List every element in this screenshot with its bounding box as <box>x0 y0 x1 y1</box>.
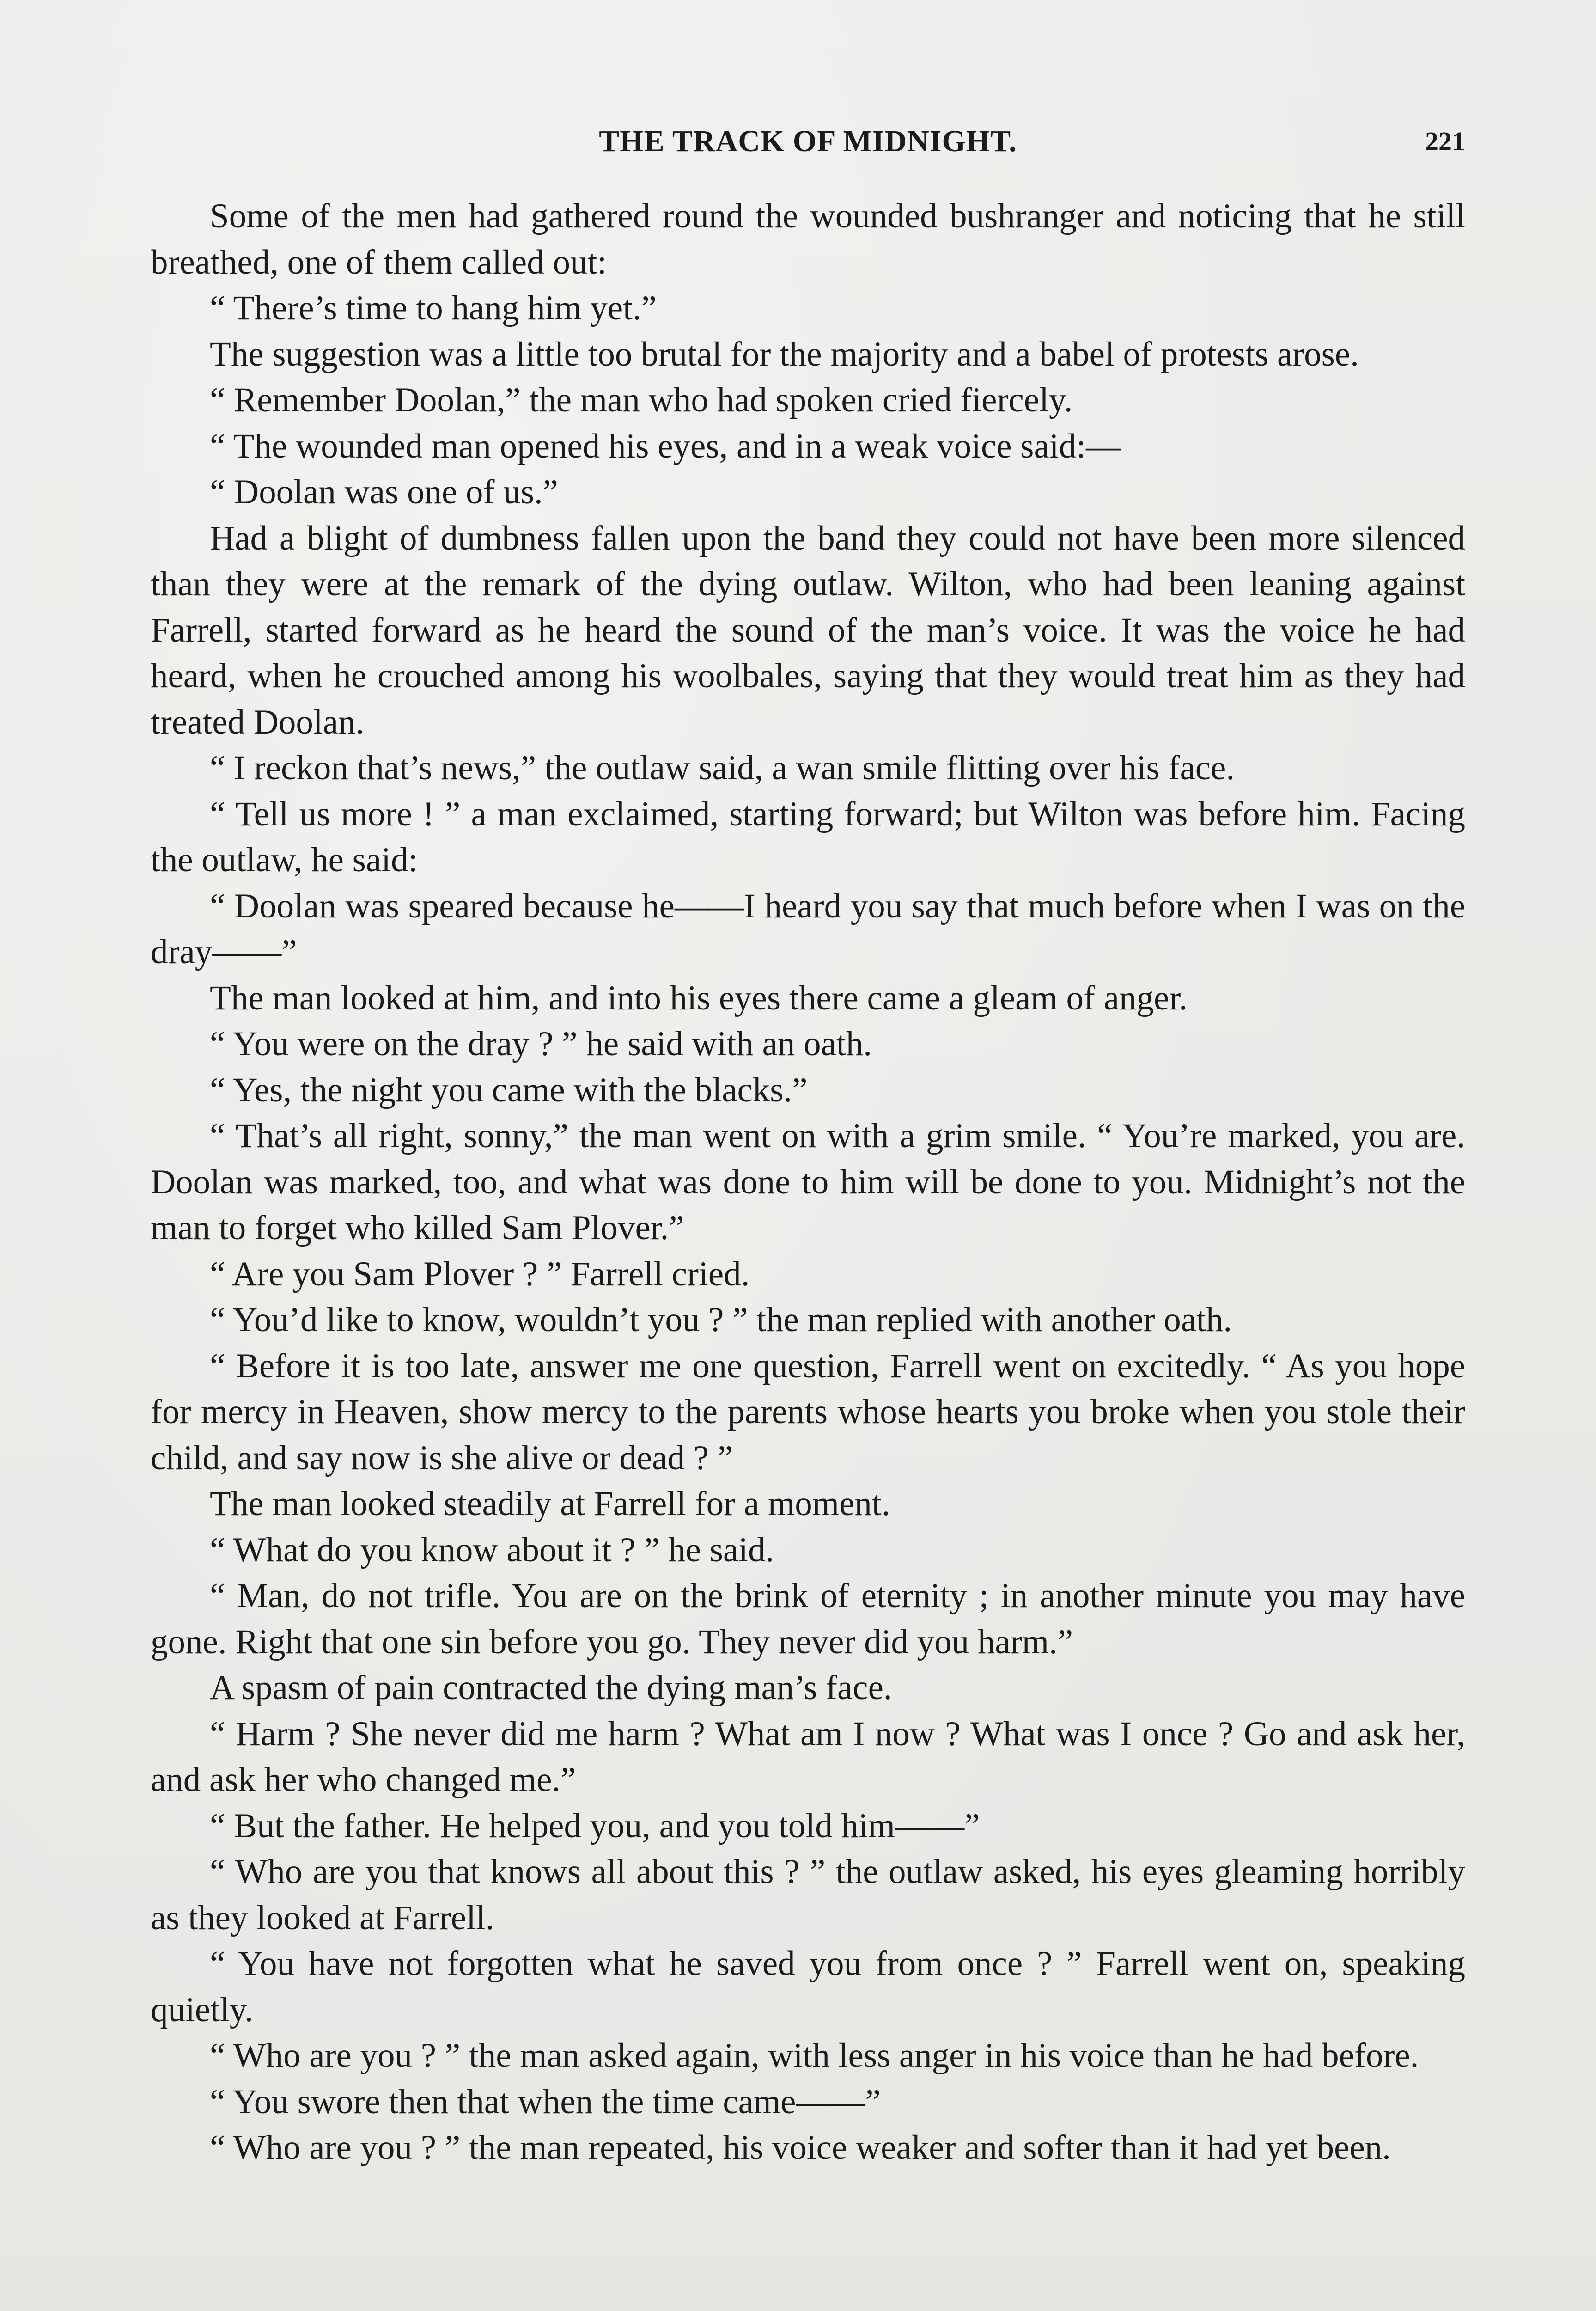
paragraph: “ The wounded man opened his eyes, and in a weak voice said:— <box>210 427 1121 465</box>
paragraph: “ That’s all right, sonny,” the man went on with a grim smile. “ You’re marked, you are. Doolan was marked, too, and what was done to him will be done to you. Midnight’s not the man to forget who killed Sam Plover.” <box>151 1117 1465 1247</box>
paragraph: “ You were on the dray ? ” he said with an oath. <box>210 1025 872 1063</box>
paragraph: “ Before it is too late, answer me one question, Farrell went on excitedly. “ As you hope for mercy in Heaven, show mercy to the parents whose hearts you broke when you stole their child, and say now is she alive or dead ? ” <box>151 1346 1465 1477</box>
paragraph: “ There’s time to hang him yet.” <box>210 289 657 327</box>
paragraph: “ Doolan was one of us.” <box>210 473 558 511</box>
paragraph: “ Man, do not trifle. You are on the brink of eternity ; in another minute you may have gone. Right that one sin before you go. They never did you harm.” <box>151 1577 1465 1661</box>
running-title: THE TRACK OF MIDNIGHT. <box>599 124 1017 158</box>
body-text <box>151 193 1465 2171</box>
paragraph: “ Yes, the night you came with the blacks.” <box>210 1070 808 1109</box>
paragraph: “ You swore then that when the time came——” <box>210 2082 881 2121</box>
paragraph: “ Who are you ? ” the man asked again, with less anger in his voice than he had before. <box>210 2036 1419 2075</box>
paragraph: Had a blight of dumbness fallen upon the band they could not have been more silenced than they were at the remark of the dying outlaw. Wilton, who had been leaning against Farrell, started forward as he heard the sound of the man’s voice. It was the voice he had heard, when he crouched among his woolbales, saying that they would treat him as they had treated Doolan. <box>151 519 1465 741</box>
paragraph: A spasm of pain contracted the dying man’s face. <box>210 1669 892 1707</box>
paragraph: “ Are you Sam Plover ? ” Farrell cried. <box>210 1254 750 1293</box>
paragraph: Some of the men had gathered round the wounded bushranger and noticing that he still breathed, one of them called out: <box>151 197 1465 281</box>
paragraph: “ I reckon that’s news,” the outlaw said, a wan smile flitting over his face. <box>210 749 1235 787</box>
paragraph: The man looked at him, and into his eyes there came a gleam of anger. <box>210 978 1188 1017</box>
paragraph: “ Doolan was speared because he——I heard you say that much before when I was on the dray——” <box>151 886 1465 971</box>
paragraph: The suggestion was a little too brutal for the majority and a babel of protests arose. <box>210 335 1359 373</box>
paragraph: “ What do you know about it ? ” he said. <box>210 1530 774 1569</box>
paragraph: “ You have not forgotten what he saved you from once ? ” Farrell went on, speaking quietly. <box>151 1944 1465 2029</box>
paragraph: “ Tell us more ! ” a man exclaimed, starting forward; but Wilton was before him. Facing the outlaw, he said: <box>151 795 1465 879</box>
page-header <box>151 124 1465 165</box>
paragraph: “ You’d like to know, wouldn’t you ? ” the man replied with another oath. <box>210 1301 1232 1339</box>
paragraph: “ Harm ? She never did me harm ? What am I now ? What was I once ? Go and ask her, and ask her who changed me.” <box>151 1714 1465 1799</box>
paragraph: The man looked steadily at Farrell for a moment. <box>210 1485 890 1523</box>
paragraph: “ But the father. He helped you, and you told him——” <box>210 1806 980 1845</box>
paragraph: “ Who are you that knows all about this ? ” the outlaw asked, his eyes gleaming horribly as they looked at Farrell. <box>151 1852 1465 1937</box>
page-number: 221 <box>1425 126 1465 156</box>
paragraph: “ Who are you ? ” the man repeated, his voice weaker and softer than it had yet been. <box>210 2128 1391 2167</box>
paragraph: “ Remember Doolan,” the man who had spoken cried fiercely. <box>210 381 1073 419</box>
